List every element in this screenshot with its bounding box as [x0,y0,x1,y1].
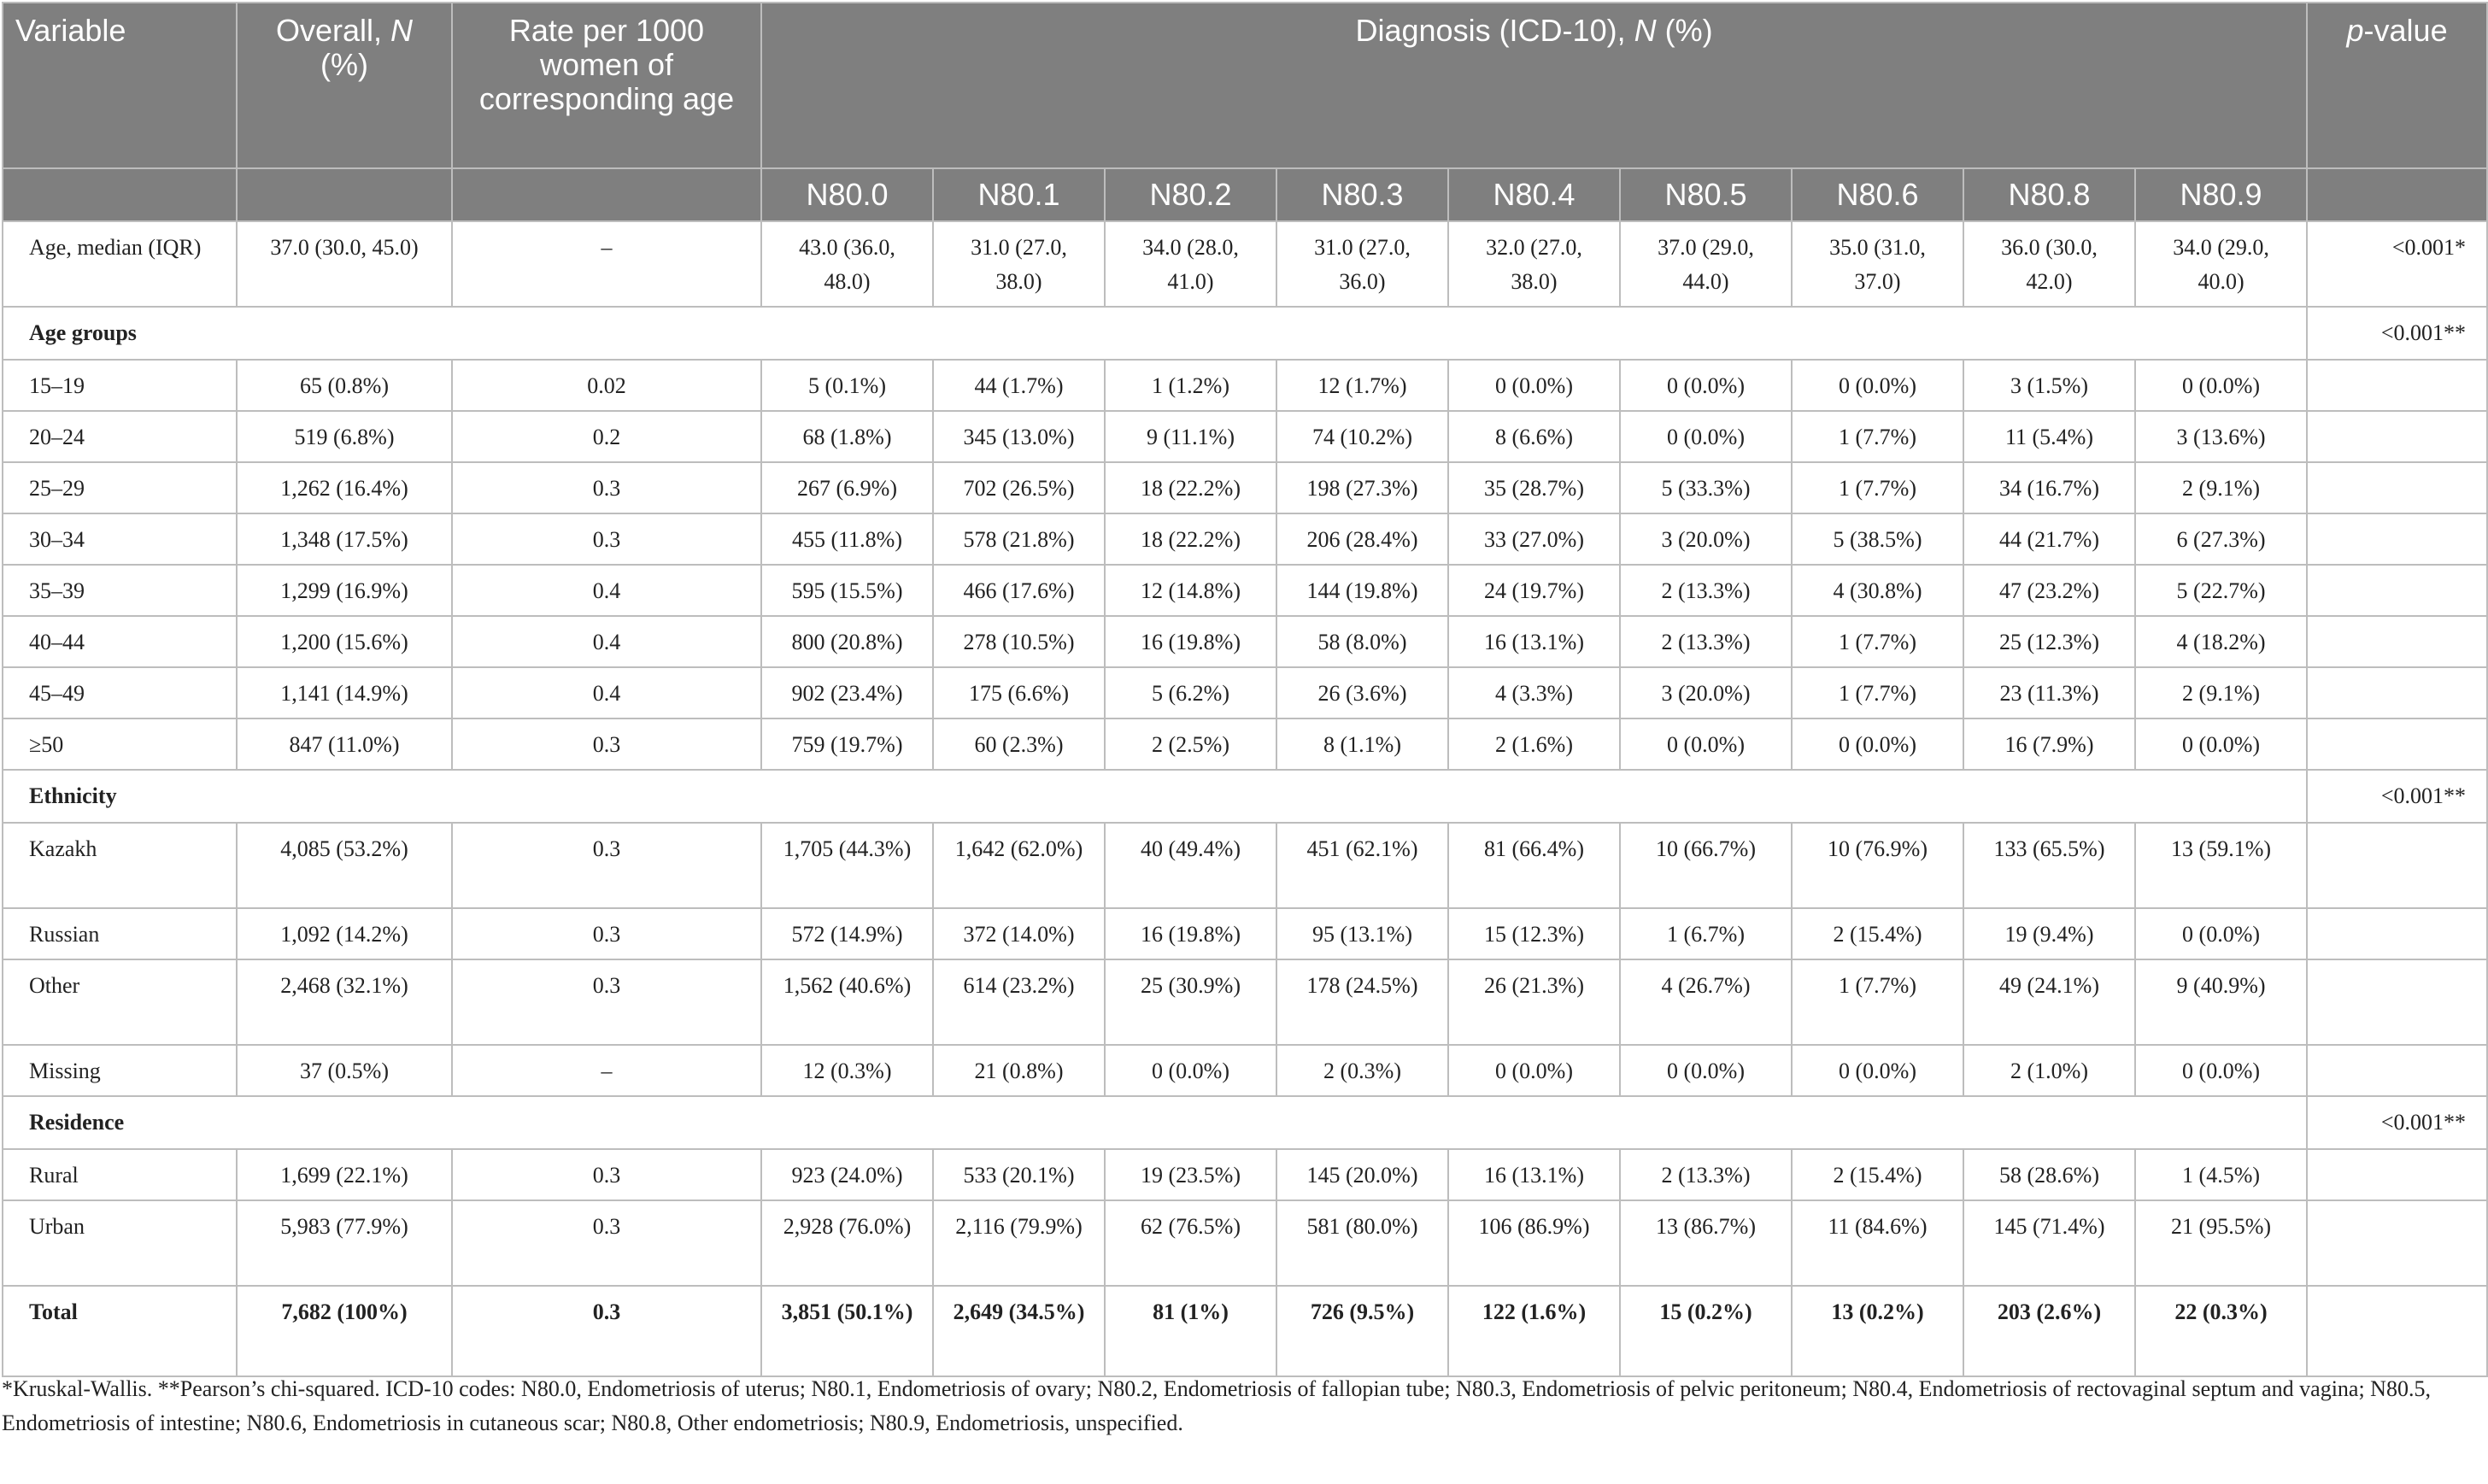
rate-cell: – [452,1045,761,1096]
diagnosis-cell: 278 (10.5%) [933,616,1105,667]
diagnosis-cell: 1 (6.7%) [1620,908,1792,959]
variable-cell: 40–44 [3,616,237,667]
overall-cell: 1,699 (22.1%) [237,1149,452,1200]
header-code: N80.2 [1105,168,1276,221]
total-row [3,1286,2487,1376]
variable-cell: 30–34 [3,513,237,565]
diagnosis-cell: 10 (76.9%) [1792,823,1963,908]
diagnosis-cell: 11 (5.4%) [1963,411,2135,462]
diagnosis-cell: 18 (22.2%) [1105,513,1276,565]
p-value-cell: <0.001** [2307,770,2487,823]
overall-cell: 1,348 (17.5%) [237,513,452,565]
diagnosis-cell: 21 (95.5%) [2135,1200,2307,1286]
diagnosis-cell: 44 (21.7%) [1963,513,2135,565]
header-variable: Variable [3,3,237,168]
diagnosis-cell: 0 (0.0%) [1620,360,1792,411]
header-code: N80.1 [933,168,1105,221]
table-row [3,616,2487,667]
table-header [3,3,2487,221]
overall-cell: 1,262 (16.4%) [237,462,452,513]
diagnosis-cell: 372 (14.0%) [933,908,1105,959]
diagnosis-cell: 12 (14.8%) [1105,565,1276,616]
diagnosis-cell: 5 (22.7%) [2135,565,2307,616]
rate-cell: 0.4 [452,616,761,667]
table-row [3,513,2487,565]
diagnosis-cell: 578 (21.8%) [933,513,1105,565]
diagnosis-cell: 12 (0.3%) [761,1045,933,1096]
diagnosis-cell: 800 (20.8%) [761,616,933,667]
diagnosis-cell: 2 (13.3%) [1620,616,1792,667]
diagnosis-cell: 35 (28.7%) [1448,462,1620,513]
diagnosis-cell: 533 (20.1%) [933,1149,1105,1200]
header-code: N80.0 [761,168,933,221]
diagnosis-cell: 902 (23.4%) [761,667,933,719]
p-value-cell [2307,1045,2487,1096]
p-value-cell [2307,667,2487,719]
group-label: Residence [3,1096,2307,1149]
diagnosis-cell: 43.0 (36.0, 48.0) [761,221,933,307]
table-row [3,1200,2487,1286]
diagnosis-cell: 18 (22.2%) [1105,462,1276,513]
header-code: N80.3 [1276,168,1448,221]
rate-cell: 0.3 [452,908,761,959]
diagnosis-cell: 13 (86.7%) [1620,1200,1792,1286]
diagnosis-cell: 4 (18.2%) [2135,616,2307,667]
diagnosis-cell: 614 (23.2%) [933,959,1105,1045]
diagnosis-cell: 3 (20.0%) [1620,513,1792,565]
variable-cell: 45–49 [3,667,237,719]
diagnosis-cell: 8 (6.6%) [1448,411,1620,462]
diagnosis-cell: 0 (0.0%) [2135,1045,2307,1096]
diagnosis-cell: 15 (12.3%) [1448,908,1620,959]
diagnosis-cell: 21 (0.8%) [933,1045,1105,1096]
rate-cell: 0.3 [452,513,761,565]
diagnosis-cell: 40 (49.4%) [1105,823,1276,908]
diagnosis-cell: 1,705 (44.3%) [761,823,933,908]
diagnosis-cell: 455 (11.8%) [761,513,933,565]
table-footnote: *Kruskal-Wallis. **Pearson’s chi-squared. ICD-10 codes: N80.0, Endometriosis of uterus; N80.1, Endometriosis of ovary; N80.2, Endometriosis of fallopian tube; N80.3, Endometriosis of pelvic peritoneum; N80.4, Endometriosis of rectovaginal septum and vagina; N80.5, Endometriosis of intestine; N80.6, Endometriosis in cutaneous scar; N80.8, Other endometriosis; N80.9, Endometriosis, unspecified. [2,1376,2431,1435]
diagnosis-cell: 581 (80.0%) [1276,1200,1448,1286]
diagnosis-cell: 2 (9.1%) [2135,462,2307,513]
diagnosis-cell: 0 (0.0%) [1792,1045,1963,1096]
p-value-cell: <0.001* [2307,221,2487,307]
diagnosis-cell: 58 (28.6%) [1963,1149,2135,1200]
diagnosis-cell: 1,562 (40.6%) [761,959,933,1045]
diagnosis-cell: 36.0 (30.0, 42.0) [1963,221,2135,307]
variable-cell: Kazakh [3,823,237,908]
diagnosis-cell: 4 (30.8%) [1792,565,1963,616]
diagnosis-cell: 62 (76.5%) [1105,1200,1276,1286]
diagnosis-cell: 19 (9.4%) [1963,908,2135,959]
diagnosis-cell: 2 (9.1%) [2135,667,2307,719]
p-value-cell [2307,1149,2487,1200]
diagnosis-cell: 0 (0.0%) [1620,1045,1792,1096]
diagnosis-cell: 95 (13.1%) [1276,908,1448,959]
variable-cell: Age, median (IQR) [3,221,237,307]
table-row [3,1045,2487,1096]
rate-cell: 0.3 [452,1149,761,1200]
table-row [3,360,2487,411]
rate-cell: 0.02 [452,360,761,411]
diagnosis-cell: 178 (24.5%) [1276,959,1448,1045]
p-value-cell [2307,411,2487,462]
rate-cell: 0.4 [452,565,761,616]
endometriosis-table [2,2,2488,1377]
table-row [3,719,2487,770]
diagnosis-cell: 5 (0.1%) [761,360,933,411]
variable-cell: 15–19 [3,360,237,411]
rate-cell: 0.3 [452,823,761,908]
diagnosis-cell: 145 (71.4%) [1963,1200,2135,1286]
table-body [3,221,2487,1376]
overall-cell: 5,983 (77.9%) [237,1200,452,1286]
diagnosis-cell: 2 (15.4%) [1792,908,1963,959]
diagnosis-cell: 175 (6.6%) [933,667,1105,719]
diagnosis-cell: 726 (9.5%) [1276,1286,1448,1376]
diagnosis-cell: 106 (86.9%) [1448,1200,1620,1286]
diagnosis-cell: 0 (0.0%) [1448,360,1620,411]
table-row [3,462,2487,513]
diagnosis-cell: 0 (0.0%) [1792,719,1963,770]
diagnosis-cell: 1 (1.2%) [1105,360,1276,411]
header-code: N80.6 [1792,168,1963,221]
diagnosis-cell: 0 (0.0%) [2135,908,2307,959]
diagnosis-cell: 0 (0.0%) [1792,360,1963,411]
overall-cell: 847 (11.0%) [237,719,452,770]
group-header-row [3,770,2487,823]
overall-cell: 1,200 (15.6%) [237,616,452,667]
diagnosis-cell: 1 (7.7%) [1792,959,1963,1045]
variable-cell: ≥50 [3,719,237,770]
diagnosis-cell: 4 (26.7%) [1620,959,1792,1045]
diagnosis-cell: 5 (38.5%) [1792,513,1963,565]
header-blank [2307,168,2487,221]
diagnosis-cell: 2 (13.3%) [1620,1149,1792,1200]
p-value-cell [2307,462,2487,513]
diagnosis-cell: 37.0 (29.0, 44.0) [1620,221,1792,307]
diagnosis-cell: 1 (7.7%) [1792,462,1963,513]
table-row [3,221,2487,307]
diagnosis-cell: 25 (30.9%) [1105,959,1276,1045]
header-pvalue: p-value [2307,3,2487,168]
diagnosis-cell: 267 (6.9%) [761,462,933,513]
p-value-cell: <0.001** [2307,1096,2487,1149]
diagnosis-cell: 3,851 (50.1%) [761,1286,933,1376]
header-code: N80.9 [2135,168,2307,221]
diagnosis-cell: 26 (21.3%) [1448,959,1620,1045]
diagnosis-cell: 0 (0.0%) [1448,1045,1620,1096]
diagnosis-cell: 16 (13.1%) [1448,616,1620,667]
diagnosis-cell: 3 (20.0%) [1620,667,1792,719]
diagnosis-cell: 24 (19.7%) [1448,565,1620,616]
table-row [3,959,2487,1045]
header-code: N80.4 [1448,168,1620,221]
p-value-cell [2307,1200,2487,1286]
p-value-cell [2307,823,2487,908]
p-value-cell [2307,959,2487,1045]
group-header-row [3,1096,2487,1149]
overall-cell: 4,085 (53.2%) [237,823,452,908]
diagnosis-cell: 26 (3.6%) [1276,667,1448,719]
overall-cell: 1,092 (14.2%) [237,908,452,959]
diagnosis-cell: 145 (20.0%) [1276,1149,1448,1200]
diagnosis-cell: 13 (59.1%) [2135,823,2307,908]
diagnosis-cell: 10 (66.7%) [1620,823,1792,908]
overall-cell: 2,468 (32.1%) [237,959,452,1045]
diagnosis-cell: 11 (84.6%) [1792,1200,1963,1286]
variable-cell: Missing [3,1045,237,1096]
diagnosis-cell: 0 (0.0%) [1105,1045,1276,1096]
overall-cell: 37 (0.5%) [237,1045,452,1096]
overall-cell: 1,141 (14.9%) [237,667,452,719]
diagnosis-cell: 8 (1.1%) [1276,719,1448,770]
diagnosis-cell: 2,649 (34.5%) [933,1286,1105,1376]
rate-cell: 0.3 [452,462,761,513]
variable-cell: Total [3,1286,237,1376]
diagnosis-cell: 2 (2.5%) [1105,719,1276,770]
diagnosis-cell: 144 (19.8%) [1276,565,1448,616]
rate-cell: 0.4 [452,667,761,719]
header-codes-row [3,168,2487,221]
diagnosis-cell: 60 (2.3%) [933,719,1105,770]
variable-cell: 35–39 [3,565,237,616]
rate-cell: 0.2 [452,411,761,462]
diagnosis-cell: 5 (6.2%) [1105,667,1276,719]
diagnosis-cell: 9 (11.1%) [1105,411,1276,462]
diagnosis-cell: 0 (0.0%) [2135,360,2307,411]
diagnosis-cell: 9 (40.9%) [2135,959,2307,1045]
overall-cell: 7,682 (100%) [237,1286,452,1376]
diagnosis-cell: 81 (1%) [1105,1286,1276,1376]
diagnosis-cell: 47 (23.2%) [1963,565,2135,616]
diagnosis-cell: 6 (27.3%) [2135,513,2307,565]
diagnosis-cell: 16 (19.8%) [1105,908,1276,959]
diagnosis-cell: 122 (1.6%) [1448,1286,1620,1376]
diagnosis-cell: 32.0 (27.0, 38.0) [1448,221,1620,307]
diagnosis-cell: 133 (65.5%) [1963,823,2135,908]
p-value-cell [2307,1286,2487,1376]
p-value-cell [2307,513,2487,565]
overall-cell: 519 (6.8%) [237,411,452,462]
diagnosis-cell: 3 (13.6%) [2135,411,2307,462]
diagnosis-cell: 13 (0.2%) [1792,1286,1963,1376]
p-value-cell [2307,565,2487,616]
diagnosis-cell: 206 (28.4%) [1276,513,1448,565]
table-row [3,411,2487,462]
diagnosis-cell: 49 (24.1%) [1963,959,2135,1045]
diagnosis-cell: 44 (1.7%) [933,360,1105,411]
variable-cell: Urban [3,1200,237,1286]
diagnosis-cell: 16 (19.8%) [1105,616,1276,667]
diagnosis-cell: 34.0 (28.0, 41.0) [1105,221,1276,307]
diagnosis-cell: 1 (7.7%) [1792,411,1963,462]
table-row [3,823,2487,908]
header-code: N80.8 [1963,168,2135,221]
header-rate: Rate per 1000 women of corresponding age [452,3,761,168]
table-row [3,565,2487,616]
diagnosis-cell: 19 (23.5%) [1105,1149,1276,1200]
diagnosis-cell: 466 (17.6%) [933,565,1105,616]
variable-cell: Russian [3,908,237,959]
overall-cell: 1,299 (16.9%) [237,565,452,616]
overall-cell: 65 (0.8%) [237,360,452,411]
diagnosis-cell: 198 (27.3%) [1276,462,1448,513]
table-row [3,667,2487,719]
diagnosis-cell: 203 (2.6%) [1963,1286,2135,1376]
diagnosis-cell: 34.0 (29.0, 40.0) [2135,221,2307,307]
diagnosis-cell: 2 (0.3%) [1276,1045,1448,1096]
diagnosis-cell: 345 (13.0%) [933,411,1105,462]
p-value-cell [2307,719,2487,770]
diagnosis-cell: 16 (13.1%) [1448,1149,1620,1200]
p-value-cell [2307,908,2487,959]
diagnosis-cell: 2 (15.4%) [1792,1149,1963,1200]
diagnosis-cell: 2,928 (76.0%) [761,1200,933,1286]
diagnosis-cell: 12 (1.7%) [1276,360,1448,411]
diagnosis-cell: 23 (11.3%) [1963,667,2135,719]
diagnosis-cell: 1,642 (62.0%) [933,823,1105,908]
diagnosis-cell: 2 (1.6%) [1448,719,1620,770]
header-blank [452,168,761,221]
diagnosis-cell: 572 (14.9%) [761,908,933,959]
rate-cell: 0.3 [452,719,761,770]
group-header-row [3,307,2487,360]
diagnosis-cell: 1 (7.7%) [1792,667,1963,719]
variable-cell: Rural [3,1149,237,1200]
p-value-cell: <0.001** [2307,307,2487,360]
diagnosis-cell: 3 (1.5%) [1963,360,2135,411]
diagnosis-cell: 702 (26.5%) [933,462,1105,513]
table-row [3,1149,2487,1200]
header-blank [237,168,452,221]
rate-cell: 0.3 [452,959,761,1045]
diagnosis-cell: 31.0 (27.0, 36.0) [1276,221,1448,307]
rate-cell: – [452,221,761,307]
diagnosis-cell: 33 (27.0%) [1448,513,1620,565]
diagnosis-cell: 34 (16.7%) [1963,462,2135,513]
p-value-cell [2307,360,2487,411]
diagnosis-cell: 22 (0.3%) [2135,1286,2307,1376]
diagnosis-cell: 595 (15.5%) [761,565,933,616]
diagnosis-cell: 81 (66.4%) [1448,823,1620,908]
diagnosis-cell: 15 (0.2%) [1620,1286,1792,1376]
header-diagnosis: Diagnosis (ICD-10), N (%) [761,3,2307,168]
diagnosis-cell: 1 (4.5%) [2135,1149,2307,1200]
diagnosis-cell: 25 (12.3%) [1963,616,2135,667]
diagnosis-cell: 0 (0.0%) [1620,411,1792,462]
table-container [2,2,2486,1377]
diagnosis-cell: 35.0 (31.0, 37.0) [1792,221,1963,307]
diagnosis-cell: 2 (1.0%) [1963,1045,2135,1096]
diagnosis-cell: 759 (19.7%) [761,719,933,770]
diagnosis-cell: 4 (3.3%) [1448,667,1620,719]
diagnosis-cell: 451 (62.1%) [1276,823,1448,908]
p-value-cell [2307,616,2487,667]
diagnosis-cell: 0 (0.0%) [1620,719,1792,770]
diagnosis-cell: 16 (7.9%) [1963,719,2135,770]
diagnosis-cell: 0 (0.0%) [2135,719,2307,770]
rate-cell: 0.3 [452,1200,761,1286]
group-label: Ethnicity [3,770,2307,823]
diagnosis-cell: 1 (7.7%) [1792,616,1963,667]
diagnosis-cell: 31.0 (27.0, 38.0) [933,221,1105,307]
header-code: N80.5 [1620,168,1792,221]
diagnosis-cell: 2,116 (79.9%) [933,1200,1105,1286]
header-blank [3,168,237,221]
header-overall: Overall, N (%) [237,3,452,168]
diagnosis-cell: 923 (24.0%) [761,1149,933,1200]
table-row [3,908,2487,959]
diagnosis-cell: 2 (13.3%) [1620,565,1792,616]
rate-cell: 0.3 [452,1286,761,1376]
variable-cell: 25–29 [3,462,237,513]
group-label: Age groups [3,307,2307,360]
diagnosis-cell: 74 (10.2%) [1276,411,1448,462]
variable-cell: 20–24 [3,411,237,462]
variable-cell: Other [3,959,237,1045]
diagnosis-cell: 58 (8.0%) [1276,616,1448,667]
diagnosis-cell: 68 (1.8%) [761,411,933,462]
overall-cell: 37.0 (30.0, 45.0) [237,221,452,307]
diagnosis-cell: 5 (33.3%) [1620,462,1792,513]
